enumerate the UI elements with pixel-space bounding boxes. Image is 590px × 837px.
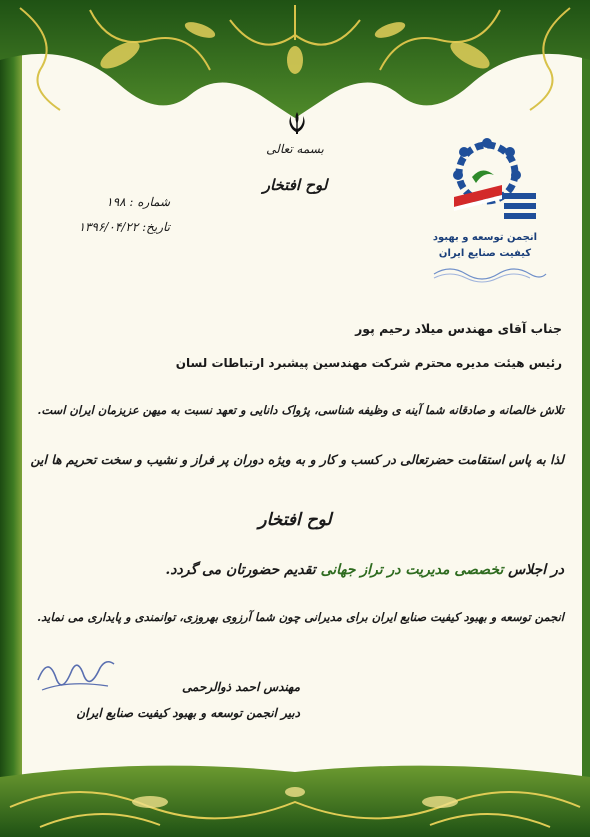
handwritten-signature bbox=[28, 650, 118, 705]
signatory-title: دبیر انجمن توسعه و بهبود کیفیت صنایع ایران bbox=[76, 706, 300, 720]
certificate-center-title: لوح افتخار bbox=[258, 510, 332, 530]
issue-date: تاریخ: ۱۳۹۶/۰۴/۲۲ bbox=[78, 220, 170, 234]
body-line-4: انجمن توسعه و بهبود کیفیت صنایع ایران برای مدیرانی چون شما آرزوی بهروزی، توانمندی و پایداری می نماید. bbox=[37, 610, 564, 624]
body-line-3-prefix: در اجلاس bbox=[508, 562, 564, 578]
organization-name-line2: کیفیت صنایع ایران bbox=[438, 248, 532, 259]
organization-name-line1: انجمن توسعه و بهبود bbox=[432, 232, 538, 243]
event-name-highlight: تخصصی مدیریت در تراز جهانی bbox=[320, 562, 504, 578]
signatory-name: مهندس احمد ذوالرحمی bbox=[182, 680, 300, 694]
invocation-text: بسمه تعالی bbox=[266, 142, 324, 156]
body-line-3 bbox=[165, 562, 564, 578]
recipient-position: رئیس هیئت مدیره محترم شرکت مهندسین پیشبرد ارتباطات لسان bbox=[175, 356, 562, 370]
iran-emblem-icon bbox=[285, 110, 309, 136]
organization-logo bbox=[432, 135, 542, 227]
bottom-ornament bbox=[0, 747, 590, 837]
certificate-heading: لوح افتخار bbox=[262, 176, 328, 194]
body-line-3-suffix: تقدیم حضورتان می گردد. bbox=[165, 562, 316, 578]
decorative-swirl-icon bbox=[430, 262, 550, 286]
reference-number: شماره : ۱۹۸ bbox=[106, 195, 170, 209]
body-line-1: تلاش خالصانه و صادقانه شما آینه ی وظیفه شناسی، پژواک دانایی و تعهد نسبت به میهن عزیزمان ایران است. bbox=[37, 403, 564, 417]
body-line-2: لذا به پاس استقامت حضرتعالی در کسب و کار و به ویژه دوران پر فراز و نشیب و سخت تحریم ها این bbox=[30, 452, 564, 467]
recipient-name: جناب آقای مهندس میلاد رحیم پور bbox=[355, 321, 562, 336]
